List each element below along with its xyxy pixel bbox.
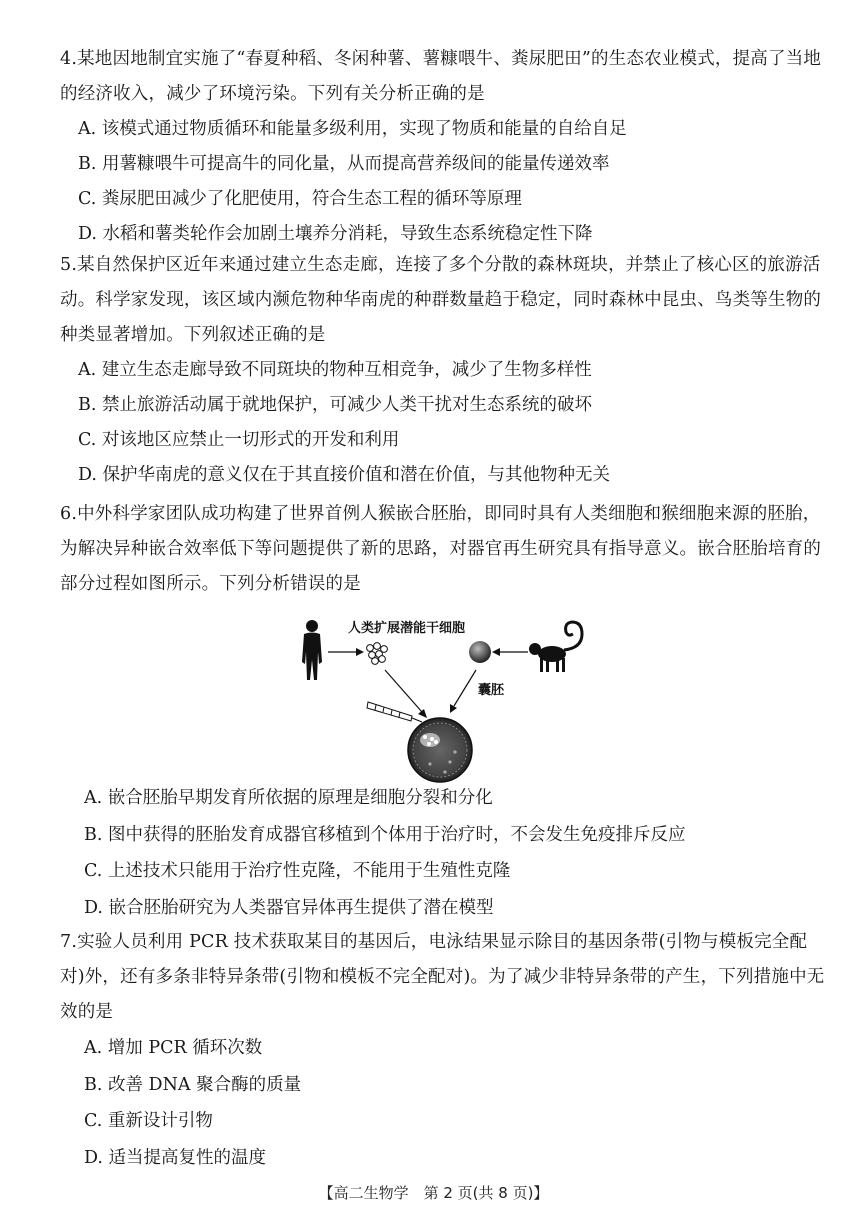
monkey-icon — [529, 622, 582, 672]
option-c: C. 重新设计引物 — [84, 1111, 213, 1131]
question-number: 5. — [60, 255, 78, 275]
option-d: D. 水稻和薯类轮作会加剧土壤养分消耗，导致生态系统稳定性下降 — [78, 224, 593, 244]
question-text: 中外科学家团队成功构建了世界首例人猴嵌合胚胎，即同时具有人类细胞和猴细胞来源的胚胎，为解决异种嵌合效率低下等问题提供了新的思路，对器官再生研究具有指导意义。嵌合胚胎培育的部分过程如图所示。下列分析错误的是 — [60, 504, 822, 594]
arrow-head — [418, 709, 427, 718]
question-stem — [60, 925, 830, 1030]
question-number: 6. — [60, 504, 78, 524]
stem-cell-cluster-icon — [367, 643, 388, 665]
question-stem — [60, 248, 830, 353]
option-c: C. 粪尿肥田减少了化肥使用，符合生态工程的循环等原理 — [78, 189, 522, 209]
question-stem — [60, 497, 830, 602]
option-d: D. 保护华南虎的意义仅在于其直接价值和潜在价值，与其他物种无关 — [78, 465, 611, 485]
option-a: A. 增加 PCR 循环次数 — [84, 1038, 263, 1058]
arrow-line — [385, 670, 422, 712]
question-5 — [60, 248, 830, 493]
question-6 — [60, 497, 830, 602]
question-text: 实验人员利用 PCR 技术获取某目的基因后，电泳结果显示除目的基因条带(引物与模板完全配对)外，还有多条非特异条带(引物和模板不完全配对)。为了减少非特异条带的产生，下列措施中无效的是 — [60, 932, 825, 1022]
label-blastocyst: 囊胚 — [478, 683, 505, 698]
option-b: B. 禁止旅游活动属于就地保护，可减少人类干扰对生态系统的破坏 — [78, 395, 592, 415]
option-a: A. 该模式通过物质循环和能量多级利用，实现了物质和能量的自给自足 — [78, 119, 627, 139]
question-number: 4. — [60, 49, 78, 69]
blastocyst-icon — [469, 641, 491, 663]
label-stem-cells: 人类扩展潜能干细胞 — [348, 621, 466, 636]
chimera-embryo-diagram — [290, 612, 600, 787]
arrow-line — [454, 670, 476, 706]
arrow-head — [356, 648, 364, 656]
question-number: 7. — [60, 932, 78, 952]
question-stem — [60, 42, 830, 112]
question-text: 某自然保护区近年来通过建立生态走廊，连接了多个分散的森林斑块，并禁止了核心区的旅游活动。科学家发现，该区域内濒危物种华南虎的种群数量趋于稳定，同时森林中昆虫、鸟类等生物的种类显著增加。下列叙述正确的是 — [60, 255, 822, 345]
micropipette-icon — [367, 702, 422, 722]
option-a: A. 嵌合胚胎早期发育所依据的原理是细胞分裂和分化 — [84, 788, 493, 808]
option-b: B. 图中获得的胚胎发育成器官移植到个体用于治疗时，不会发生免疫排斥反应 — [84, 824, 686, 845]
human-figure-icon — [302, 620, 322, 680]
question-6-options — [60, 780, 830, 926]
question-7 — [60, 925, 830, 1176]
arrow-head — [492, 648, 500, 656]
question-4 — [60, 42, 830, 252]
option-c: C. 对该地区应禁止一切形式的开发和利用 — [78, 430, 400, 450]
option-d: D. 适当提高复性的温度 — [84, 1147, 267, 1168]
option-b: B. 用薯糠喂牛可提高牛的同化量，从而提高营养级间的能量传递效率 — [78, 154, 610, 174]
arrow-head — [450, 704, 457, 713]
option-b: B. 改善 DNA 聚合酶的质量 — [84, 1074, 302, 1095]
question-text: 某地因地制宜实施了“春夏种稻、冬闲种薯、薯糠喂牛、粪尿肥田”的生态农业模式，提高了当地的经济收入，减少了环境污染。下列有关分析正确的是 — [60, 49, 822, 104]
option-a: A. 建立生态走廊导致不同斑块的物种互相竞争，减少了生物多样性 — [78, 360, 592, 380]
page-footer: 【高二生物学 第 2 页(共 8 页)】 — [318, 1184, 549, 1202]
option-c: C. 上述技术只能用于治疗性克隆，不能用于生殖性克隆 — [84, 861, 511, 881]
chimeric-embryo-icon — [408, 718, 472, 782]
option-d: D. 嵌合胚胎研究为人类器官异体再生提供了潜在模型 — [84, 897, 494, 918]
